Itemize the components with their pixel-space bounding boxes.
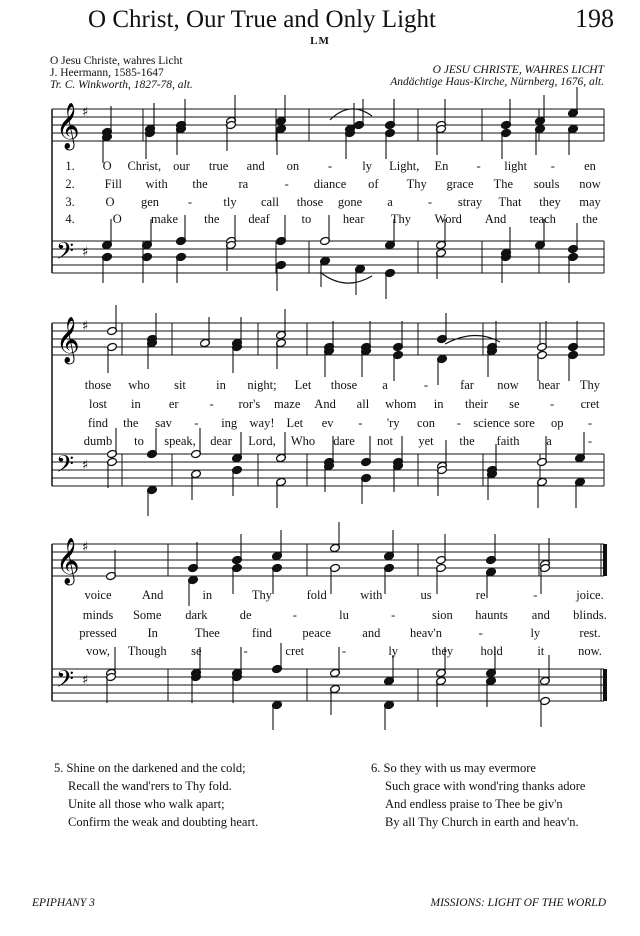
tune-source: Andächtige Haus-Kirche, Nürnberg, 1676, alt. [390, 76, 604, 88]
verse-6 [371, 759, 585, 831]
verse-5 [54, 759, 258, 831]
lyric-syllable: to [301, 212, 312, 226]
lyric-syllable: Who [290, 434, 316, 448]
lyric-syllable: the [123, 416, 139, 430]
lyric-syllable: - [243, 644, 248, 658]
treble-clef-icon: 𝄞 [56, 103, 80, 149]
lyric-syllable: yet [418, 434, 434, 448]
author-credit: J. Heermann, 1585-1647 [50, 67, 164, 79]
lyric-syllable: find [87, 416, 109, 430]
lyric-syllable: make [150, 212, 179, 226]
lyric-syllable: hear [342, 212, 365, 226]
lyric-syllable: not [377, 434, 393, 448]
lyric-syllable: they [539, 195, 561, 209]
lyric-syllable: in [202, 588, 213, 602]
sharp-key-icon: ♯ [82, 540, 89, 555]
lyric-syllable: peace [302, 626, 331, 640]
lyric-syllable: se [509, 397, 520, 411]
lyric-syllable: ly [530, 626, 541, 640]
lyric-syllable: Light, [389, 159, 420, 173]
lyric-syllable: er [168, 397, 179, 411]
lyric-syllable: de [239, 608, 252, 622]
bass-clef-icon: 𝄢 [56, 237, 75, 270]
lyric-syllable: con [416, 416, 436, 430]
lyric-syllable: ra [238, 177, 249, 191]
lyric-syllable: call [260, 195, 280, 209]
lyric-syllable: Some [132, 608, 162, 622]
verse-5-line-3: Unite all those who walk apart; [68, 797, 225, 811]
lyric-syllable: - [194, 416, 199, 430]
lyric-syllable: heav'n [409, 626, 443, 640]
lyric-syllable: their [464, 397, 488, 411]
lyric-syllable: voice [84, 588, 112, 602]
hymn-title: O Christ, Our True and Only Light [88, 6, 436, 33]
hymn-number: 198 [575, 4, 614, 33]
lyric-syllable: - [327, 159, 333, 173]
lyric-syllable: dumb [83, 434, 113, 448]
lyric-syllable: teach [529, 212, 556, 226]
lyric-syllable: now [497, 378, 519, 392]
sharp-key-icon: ♯ [82, 673, 89, 688]
lyric-syllable: hold [480, 644, 503, 658]
lyric-syllable: and [531, 608, 550, 622]
lyric-syllable: a [546, 434, 552, 448]
lyric-syllable: the [204, 212, 220, 226]
lyric-syllable: way! [249, 416, 275, 430]
lyric-syllable: a [387, 195, 393, 209]
lyric-syllable: Let [286, 416, 304, 430]
final-barline-thick [603, 669, 607, 701]
lyric-syllable: in [216, 378, 226, 392]
lyric-syllable: sion [431, 608, 453, 622]
lyric-syllable: blinds. [573, 608, 607, 622]
lyric-syllable: ing [221, 416, 238, 430]
lyric-syllable: haunts [475, 608, 508, 622]
lyric-syllable: with [145, 177, 168, 191]
lyric-syllable: In [147, 626, 158, 640]
lyric-syllable: diance [313, 177, 347, 191]
lyric-syllable: may [579, 195, 601, 209]
lyric-syllable: fold [306, 588, 327, 602]
lyric-syllable: Christ, [127, 159, 162, 173]
lyric-syllable: in [433, 397, 444, 411]
treble-clef-icon: 𝄞 [56, 538, 80, 584]
lyric-syllable: re [475, 588, 486, 602]
lyric-syllable: our [173, 159, 190, 173]
bass-clef-icon: 𝄢 [56, 450, 75, 483]
slur [330, 109, 372, 120]
sharp-key-icon: ♯ [82, 245, 89, 260]
sharp-key-icon: ♯ [82, 458, 89, 473]
verse-5-line-2: Recall the wand'rers to Thy fold. [68, 779, 232, 793]
sharp-key-icon: ♯ [82, 105, 89, 120]
lyric-syllable: those [296, 195, 324, 209]
lyric-syllable: far [460, 378, 474, 392]
lyric-syllable: - [209, 397, 214, 411]
lyric-syllable: cret [285, 644, 305, 658]
verse-5-number: 5. [54, 761, 64, 775]
lyric-syllable: a [382, 378, 388, 392]
lyric-syllable: 4. [65, 212, 75, 226]
lyric-syllable: - [427, 195, 433, 209]
lyric-syllable: the [192, 177, 208, 191]
lyric-syllable: night; [247, 378, 277, 392]
lyric-syllable: gen [140, 195, 160, 209]
lyric-syllable: dark [185, 608, 208, 622]
lyric-syllable: ror's [238, 397, 261, 411]
footer-left: EPIPHANY 3 [32, 897, 95, 909]
lyric-syllable: ly [362, 159, 372, 173]
lyric-syllable: 2. [65, 177, 75, 191]
treble-clef-icon: 𝄞 [56, 317, 80, 363]
lyric-syllable: hear [538, 378, 560, 392]
lyric-syllable: science [473, 416, 510, 430]
lyric-syllable: it [537, 644, 545, 658]
lyric-syllable: tly [223, 195, 237, 209]
lyric-syllable: of [368, 177, 379, 191]
lyric-syllable: those [84, 378, 112, 392]
lyric-syllable: lu [339, 608, 349, 622]
lyric-syllable: En [434, 159, 449, 173]
lyric-syllable: deaf [248, 212, 270, 226]
lyric-syllable: Word [434, 212, 462, 226]
lyric-syllable: Thy [579, 378, 601, 392]
lyric-syllable: - [478, 626, 483, 640]
lyric-syllable: op [550, 416, 564, 430]
lyric-syllable: with [360, 588, 383, 602]
lyric-syllable: light [504, 159, 528, 173]
lyric-syllable: the [582, 212, 598, 226]
lyric-syllable: in [130, 397, 141, 411]
lyric-syllable: souls [533, 177, 560, 191]
lyric-syllable: - [341, 644, 347, 658]
footer-right: MISSIONS: LIGHT OF THE WORLD [430, 897, 606, 909]
lyric-syllable: - [423, 378, 429, 392]
lyric-syllable: to [134, 434, 144, 448]
lyric-syllable: - [587, 416, 593, 430]
lyric-syllable: they [431, 644, 454, 658]
lyric-syllable: - [292, 608, 297, 622]
lyric-syllable: find [251, 626, 273, 640]
lyric-syllable: who [128, 378, 150, 392]
lyric-syllable: O [102, 159, 112, 173]
lyric-syllable: O [112, 212, 122, 226]
verse-5-line-1: Shine on the darkened and the cold; [66, 761, 246, 775]
lyric-syllable: - [533, 588, 538, 602]
verse-6-line-1: So they with us may evermore [383, 761, 536, 775]
lyric-syllable: And [484, 212, 507, 226]
lyric-syllable: rest. [579, 626, 601, 640]
lyric-syllable: stray [457, 195, 483, 209]
lyric-syllable: speak, [164, 434, 196, 448]
lyric-syllable: ev [321, 416, 334, 430]
lyric-syllable: on [286, 159, 300, 173]
lyric-syllable: - [391, 608, 396, 622]
lyric-syllable: sit [174, 378, 186, 392]
lyric-syllable: And [141, 588, 164, 602]
lyric-syllable: minds [82, 608, 114, 622]
lyric-syllable: sav [155, 416, 172, 430]
final-barline-thick [603, 544, 607, 576]
lyric-syllable: and [246, 159, 265, 173]
lyric-syllable: - [550, 159, 555, 173]
lyric-syllable: now. [578, 644, 602, 658]
lyric-syllable: 3. [65, 195, 75, 209]
lyric-syllable: - [587, 434, 593, 448]
verse-6-line-3: And endless praise to Thee be giv'n [385, 797, 563, 811]
lyric-syllable: - [550, 397, 555, 411]
lyric-syllable: And [314, 397, 336, 411]
lyric-syllable: all [356, 397, 370, 411]
lyric-syllable: ly [388, 644, 399, 658]
lyric-syllable: sore [513, 416, 535, 430]
lyric-syllable: true [208, 159, 229, 173]
lyric-syllable: - [456, 416, 461, 430]
lyric-syllable: dear [210, 434, 232, 448]
lyric-syllable: Thee [194, 626, 220, 640]
lyric-syllable: maze [274, 397, 301, 411]
verse-6-line-4: By all Thy Church in earth and heav'n. [385, 815, 579, 829]
lyric-syllable: grace [446, 177, 474, 191]
lyric-syllable: se [191, 644, 202, 658]
verse-6-number: 6. [371, 761, 381, 775]
verse-5-line-4: Confirm the weak and doubting heart. [68, 815, 259, 829]
lyric-syllable: Thy [251, 588, 273, 602]
lyric-syllable: gone [337, 195, 363, 209]
tune-title: O JESU CHRISTE, WAHRES LICHT [432, 64, 604, 76]
lyric-syllable: The [493, 177, 514, 191]
lyric-syllable: us [420, 588, 432, 602]
lyric-syllable: Fill [104, 177, 123, 191]
translator-credit: Tr. C. Winkworth, 1827-78, alt. [50, 79, 193, 91]
lyric-syllable: lost [88, 397, 108, 411]
lyric-syllable: 'ry [386, 416, 400, 430]
lyric-syllable: - [358, 416, 363, 430]
lyric-syllable: 1. [65, 159, 75, 173]
lyric-syllable: That [498, 195, 522, 209]
bass-clef-icon: 𝄢 [56, 665, 75, 698]
lyric-syllable: faith [496, 434, 520, 448]
lyric-syllable: cret [580, 397, 600, 411]
slur [445, 335, 500, 344]
lyric-syllable: Thy [390, 212, 411, 226]
lyric-syllable: en [584, 159, 596, 173]
lyric-syllable: - [284, 177, 289, 191]
lyric-syllable: Let [294, 378, 312, 392]
verse-6-line-2: Such grace with wond'ring thanks adore [385, 779, 586, 793]
lyric-syllable: dare [333, 434, 355, 448]
lyric-syllable: those [330, 378, 358, 392]
lyric-syllable: whom [385, 397, 417, 411]
lyric-syllable: Though [127, 644, 167, 658]
meter-label: LM [310, 35, 330, 47]
lyric-syllable: joice. [576, 588, 604, 602]
lyric-syllable: vow, [86, 644, 110, 658]
lyric-syllable: pressed [79, 626, 117, 640]
lyric-syllable: the [459, 434, 475, 448]
lyric-syllable: - [187, 195, 193, 209]
lyric-syllable: Thy [406, 177, 427, 191]
lyric-syllable: Lord, [248, 434, 276, 448]
lyric-syllable: O [105, 195, 115, 209]
lyric-syllable: and [362, 626, 381, 640]
lyric-syllable: now [579, 177, 601, 191]
slur [320, 272, 372, 283]
sharp-key-icon: ♯ [82, 319, 89, 334]
lyric-syllable: - [476, 159, 481, 173]
text-tune-name: O Jesu Christe, wahres Licht [50, 55, 183, 67]
